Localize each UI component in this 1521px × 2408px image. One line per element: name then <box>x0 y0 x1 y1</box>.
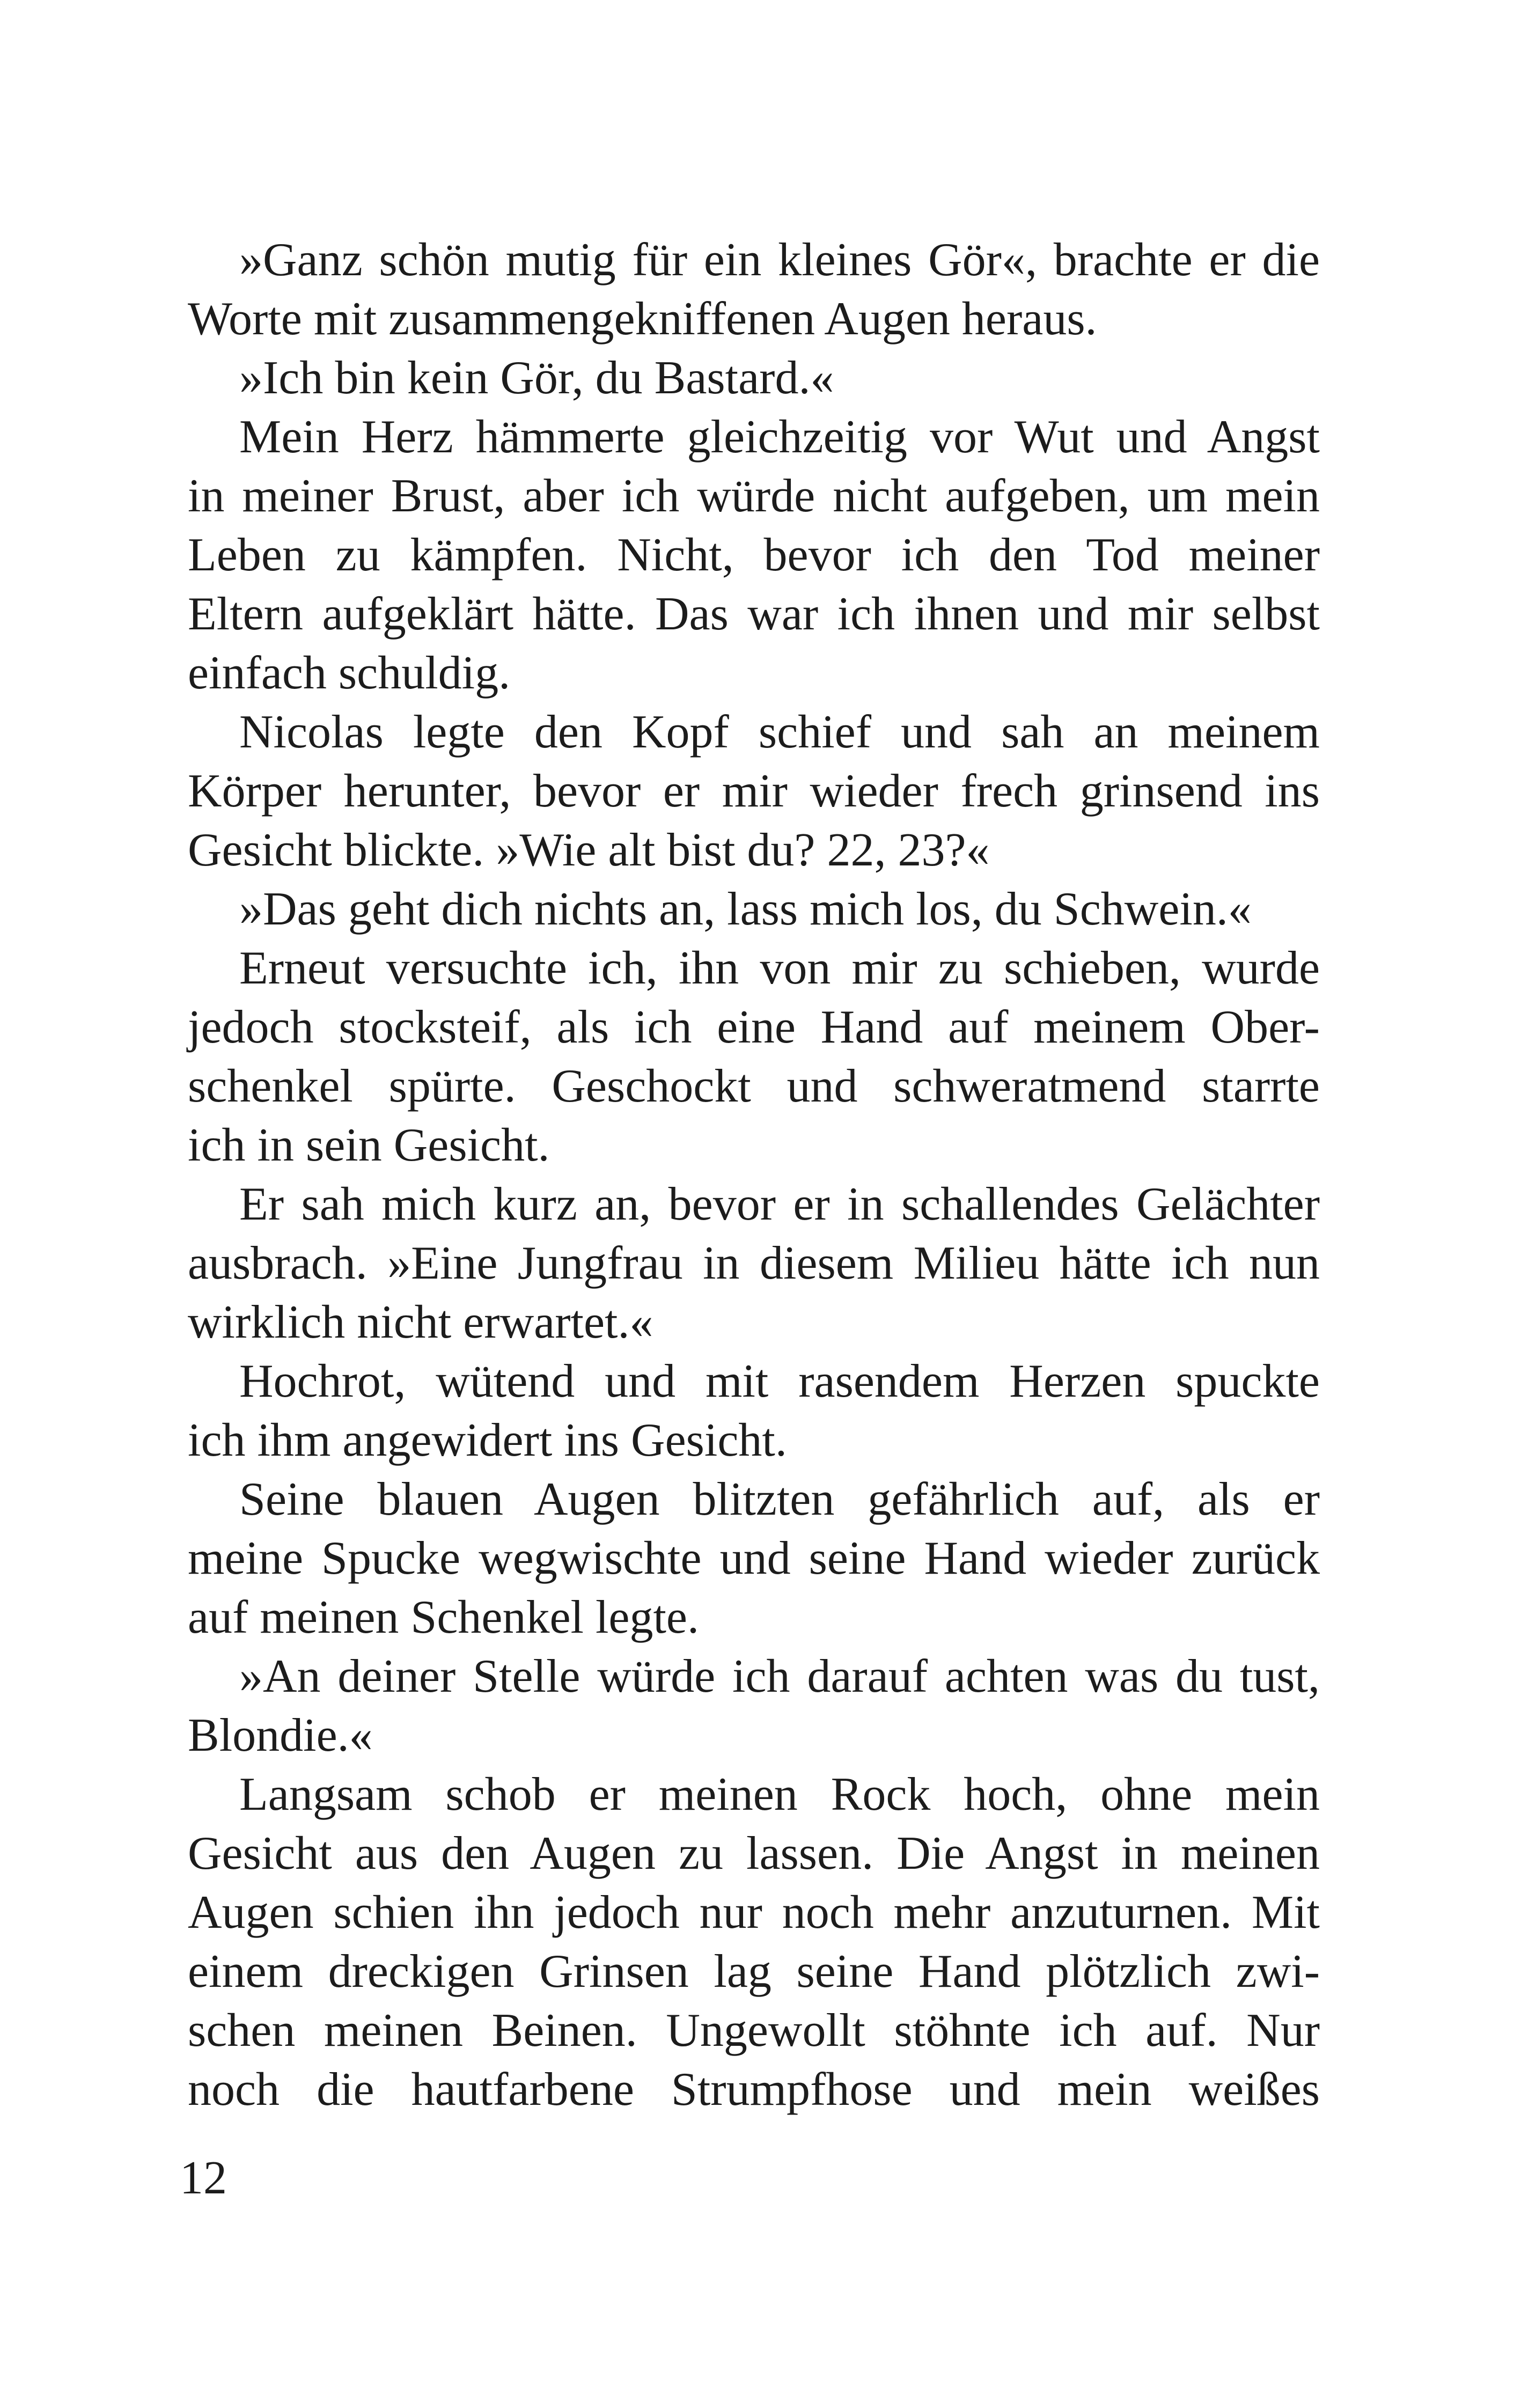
body-text <box>188 231 1320 2119</box>
text-line: »Ich bin kein Gör, du Bastard.« <box>239 352 834 404</box>
text-line: Worte mit zusammengekniffenen Augen heraus. <box>188 293 1097 345</box>
text-line: auf meinen Schenkel legte. <box>188 1591 699 1643</box>
text-line: noch die hautfarbene Strumpfhose und mein weißes <box>188 2064 1320 2116</box>
text-line: Erneut versuchte ich, ihn von mir zu schieben, wurde <box>239 942 1320 994</box>
text-line: Gesicht aus den Augen zu lassen. Die Angst in meinen <box>188 1827 1320 1880</box>
page-number: 12 <box>180 2152 227 2204</box>
text-line: einem dreckigen Grinsen lag seine Hand plötzlich zwi- <box>188 1946 1320 1998</box>
text-line: einfach schuldig. <box>188 647 511 699</box>
text-line: »An deiner Stelle würde ich darauf achten was du tust, <box>239 1650 1320 1702</box>
text-line: Hochrot, wütend und mit rasendem Herzen spuckte <box>239 1355 1320 1407</box>
text-line: ich in sein Gesicht. <box>188 1119 550 1171</box>
text-line: Er sah mich kurz an, bevor er in schallendes Gelächter <box>239 1178 1320 1230</box>
text-line: Gesicht blickte. »Wie alt bist du? 22, 23?« <box>188 824 990 876</box>
text-line: Blondie.« <box>188 1709 373 1761</box>
text-line: schen meinen Beinen. Ungewollt stöhnte ich auf. Nur <box>188 2005 1320 2057</box>
text-line: Körper herunter, bevor er mir wieder frech grinsend ins <box>188 765 1320 817</box>
text-line: Eltern aufgeklärt hätte. Das war ich ihnen und mir selbst <box>188 588 1320 640</box>
text-line: »Ganz schön mutig für ein kleines Gör«, brachte er die <box>239 234 1320 286</box>
text-line: schenkel spürte. Geschockt und schweratmend starrte <box>188 1060 1320 1112</box>
text-line: ich ihm angewidert ins Gesicht. <box>188 1414 787 1466</box>
text-line: in meiner Brust, aber ich würde nicht aufgeben, um mein <box>188 470 1320 522</box>
text-line: jedoch stocksteif, als ich eine Hand auf meinem Ober- <box>188 1001 1320 1053</box>
text-line: »Das geht dich nichts an, lass mich los, du Schwein.« <box>239 883 1252 935</box>
text-line: Nicolas legte den Kopf schief und sah an meinem <box>239 706 1320 758</box>
text-line: ausbrach. »Eine Jungfrau in diesem Milieu hätte ich nun <box>188 1237 1320 1289</box>
text-line: wirklich nicht erwartet.« <box>188 1296 653 1348</box>
text-line: Mein Herz hämmerte gleichzeitig vor Wut und Angst <box>239 411 1320 463</box>
text-line: meine Spucke wegwischte und seine Hand wieder zurück <box>188 1532 1320 1584</box>
text-line: Seine blauen Augen blitzten gefährlich auf, als er <box>239 1473 1320 1525</box>
text-line: Langsam schob er meinen Rock hoch, ohne mein <box>239 1768 1320 1820</box>
text-line: Augen schien ihn jedoch nur noch mehr anzuturnen. Mit <box>188 1886 1320 1939</box>
text-line: Leben zu kämpfen. Nicht, bevor ich den Tod meiner <box>188 529 1320 581</box>
